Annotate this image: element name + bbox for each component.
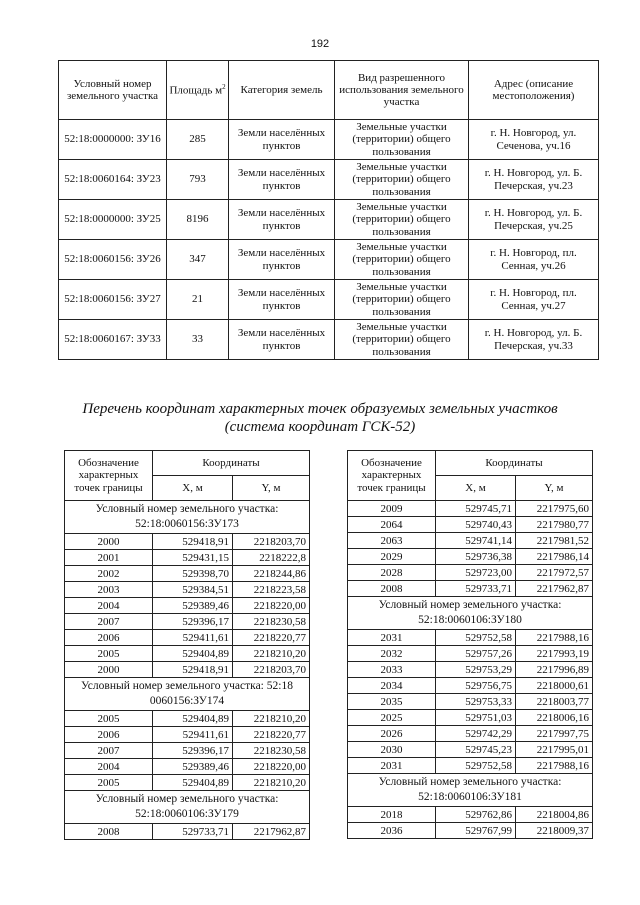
coordinate-row <box>65 662 310 678</box>
cell-x: 529740,43 <box>436 517 516 533</box>
cell-x: 529389,46 <box>153 598 233 614</box>
cell-x: 529756,75 <box>436 678 516 694</box>
cell-land-category: Земли населённых пунктов <box>229 200 335 240</box>
header-x: X, м <box>436 476 516 501</box>
cell-x: 529753,29 <box>436 662 516 678</box>
cell-address: г. Н. Новгород, ул. Б. Печерская, уч.33 <box>469 320 599 360</box>
cell-x: 529745,23 <box>436 742 516 758</box>
cell-point-id: 2006 <box>65 630 153 646</box>
cell-x: 529753,33 <box>436 694 516 710</box>
coordinate-row <box>65 727 310 743</box>
cell-permitted-use: Земельные участки (территории) общего пользования <box>335 280 469 320</box>
cell-permitted-use: Земельные участки (территории) общего пользования <box>335 160 469 200</box>
coordinate-row <box>348 823 593 839</box>
cell-point-id: 2018 <box>348 807 436 823</box>
cell-point-id: 2000 <box>65 662 153 678</box>
cell-x: 529411,61 <box>153 727 233 743</box>
coordinate-row <box>348 533 593 549</box>
coordinate-row <box>348 581 593 597</box>
cell-y: 2217962,87 <box>516 581 593 597</box>
cell-area: 285 <box>167 120 229 160</box>
cell-y: 2218220,77 <box>233 630 310 646</box>
cell-y: 2217988,16 <box>516 758 593 774</box>
coordinate-row <box>348 694 593 710</box>
cell-y: 2217980,77 <box>516 517 593 533</box>
coordinates-title-line1: Перечень координат характерных точек образуемых земельных участков <box>82 401 558 417</box>
cell-area: 793 <box>167 160 229 200</box>
cell-y: 2218004,86 <box>516 807 593 823</box>
cell-address: г. Н. Новгород, ул. Сеченова, уч.16 <box>469 120 599 160</box>
cell-y: 2218220,00 <box>233 598 310 614</box>
cell-point-id: 2028 <box>348 565 436 581</box>
cell-y: 2217988,16 <box>516 630 593 646</box>
cell-x: 529742,29 <box>436 726 516 742</box>
cell-x: 529431,15 <box>153 550 233 566</box>
cell-x: 529398,70 <box>153 566 233 582</box>
cell-x: 529404,89 <box>153 711 233 727</box>
cell-x: 529767,99 <box>436 823 516 839</box>
cell-y: 2218230,58 <box>233 743 310 759</box>
coordinate-row <box>65 646 310 662</box>
cell-land-category: Земли населённых пунктов <box>229 160 335 200</box>
plot-group-row <box>348 774 593 807</box>
cell-y: 2217995,01 <box>516 742 593 758</box>
coordinate-row <box>348 807 593 823</box>
cell-permitted-use: Земельные участки (территории) общего пользования <box>335 240 469 280</box>
cell-y: 2218230,58 <box>233 614 310 630</box>
cell-address: г. Н. Новгород, ул. Б. Печерская, уч.25 <box>469 200 599 240</box>
coordinate-row <box>65 582 310 598</box>
page-number: 192 <box>310 38 330 50</box>
cell-point-id: 2009 <box>348 501 436 517</box>
cell-y: 2218000,61 <box>516 678 593 694</box>
coordinates-table-left <box>64 450 310 840</box>
table-row <box>59 160 599 200</box>
table-row <box>59 200 599 240</box>
cell-x: 529745,71 <box>436 501 516 517</box>
cell-point-id: 2030 <box>348 742 436 758</box>
cell-point-id: 2031 <box>348 630 436 646</box>
header-permitted-use: Вид разрешенного использования земельного участка <box>335 61 469 120</box>
plot-group-row <box>348 597 593 630</box>
header-address: Адрес (описание местоположения) <box>469 61 599 120</box>
plot-group-row <box>65 501 310 534</box>
cell-point-id: 2036 <box>348 823 436 839</box>
coordinate-row <box>348 726 593 742</box>
cell-point-id: 2004 <box>65 598 153 614</box>
coordinate-row <box>65 711 310 727</box>
land-plots-table <box>58 60 599 360</box>
cell-y: 2218220,00 <box>233 759 310 775</box>
cell-x: 529736,38 <box>436 549 516 565</box>
cell-plot-number: 52:18:0000000: ЗУ16 <box>59 120 167 160</box>
cell-land-category: Земли населённых пунктов <box>229 280 335 320</box>
cell-point-id: 2064 <box>348 517 436 533</box>
cell-x: 529418,91 <box>153 662 233 678</box>
cell-x: 529757,26 <box>436 646 516 662</box>
coordinate-row <box>348 630 593 646</box>
coordinate-row <box>348 742 593 758</box>
cell-x: 529733,71 <box>436 581 516 597</box>
cell-plot-number: 52:18:0000000: ЗУ25 <box>59 200 167 240</box>
cell-x: 529752,58 <box>436 758 516 774</box>
coordinate-row <box>348 710 593 726</box>
cell-area: 33 <box>167 320 229 360</box>
cell-x: 529751,03 <box>436 710 516 726</box>
cell-address: г. Н. Новгород, ул. Б. Печерская, уч.23 <box>469 160 599 200</box>
cell-y: 2218223,58 <box>233 582 310 598</box>
coordinate-row <box>65 775 310 791</box>
cell-point-id: 2033 <box>348 662 436 678</box>
table-row <box>59 120 599 160</box>
coordinate-row <box>65 614 310 630</box>
cell-x: 529404,89 <box>153 646 233 662</box>
cell-y: 2217996,89 <box>516 662 593 678</box>
header-area: Площадь $м^2$ <box>167 61 229 120</box>
header-coordinates: Координаты <box>436 451 593 476</box>
cell-y: 2218009,37 <box>516 823 593 839</box>
coordinates-table-right <box>347 450 593 839</box>
coordinate-row <box>65 566 310 582</box>
cell-plot-number: 52:18:0060156: ЗУ26 <box>59 240 167 280</box>
cell-area: 8196 <box>167 200 229 240</box>
plot-group-label: Условный номер земельного участка: 52:18:0060106:ЗУ179 <box>65 791 310 824</box>
cell-area: 347 <box>167 240 229 280</box>
cell-point-id: 2063 <box>348 533 436 549</box>
header-point-designation: Обозначение характерных точек границы <box>348 451 436 501</box>
cell-point-id: 2007 <box>65 743 153 759</box>
cell-point-id: 2005 <box>65 775 153 791</box>
cell-x: 529384,51 <box>153 582 233 598</box>
cell-point-id: 2035 <box>348 694 436 710</box>
cell-y: 2218210,20 <box>233 711 310 727</box>
cell-x: 529418,91 <box>153 534 233 550</box>
cell-x: 529404,89 <box>153 775 233 791</box>
cell-permitted-use: Земельные участки (территории) общего пользования <box>335 120 469 160</box>
coordinate-row <box>348 662 593 678</box>
plot-group-label: Условный номер земельного участка: 52:18 0060156:ЗУ174 <box>65 678 310 711</box>
cell-x: 529733,71 <box>153 824 233 840</box>
cell-point-id: 2006 <box>65 727 153 743</box>
cell-address: г. Н. Новгород, пл. Сенная, уч.27 <box>469 280 599 320</box>
cell-point-id: 2005 <box>65 646 153 662</box>
plot-group-row <box>65 791 310 824</box>
cell-x: 529389,46 <box>153 759 233 775</box>
table-row <box>59 240 599 280</box>
header-coordinates: Координаты <box>153 451 310 476</box>
cell-plot-number: 52:18:0060156: ЗУ27 <box>59 280 167 320</box>
cell-point-id: 2029 <box>348 549 436 565</box>
cell-y: 2218203,70 <box>233 534 310 550</box>
area-unit-superscript: 2 <box>222 82 226 91</box>
cell-y: 2217997,75 <box>516 726 593 742</box>
cell-point-id: 2004 <box>65 759 153 775</box>
header-y: Y, м <box>516 476 593 501</box>
coordinate-row <box>65 630 310 646</box>
cell-point-id: 2003 <box>65 582 153 598</box>
cell-x: 529762,86 <box>436 807 516 823</box>
plot-group-label: Условный номер земельного участка: 52:18:0060156:ЗУ173 <box>65 501 310 534</box>
table-row <box>59 280 599 320</box>
cell-point-id: 2008 <box>65 824 153 840</box>
cell-land-category: Земли населённых пунктов <box>229 240 335 280</box>
cell-plot-number: 52:18:0060164: ЗУ23 <box>59 160 167 200</box>
cell-point-id: 2034 <box>348 678 436 694</box>
cell-x: 529411,61 <box>153 630 233 646</box>
table-row <box>59 320 599 360</box>
cell-point-id: 2001 <box>65 550 153 566</box>
cell-point-id: 2005 <box>65 711 153 727</box>
cell-point-id: 2026 <box>348 726 436 742</box>
coordinates-title-line2: (система координат ГСК-52) <box>224 419 416 435</box>
cell-point-id: 2025 <box>348 710 436 726</box>
cell-x: 529723,00 <box>436 565 516 581</box>
cell-y: 2217981,52 <box>516 533 593 549</box>
land-plots-header-row <box>59 61 599 120</box>
cell-x: 529396,17 <box>153 743 233 759</box>
cell-y: 2218203,70 <box>233 662 310 678</box>
cell-land-category: Земли населённых пунктов <box>229 120 335 160</box>
header-plot-number: Условный номер земельного участка <box>59 61 167 120</box>
cell-y: 2218222,8 <box>233 550 310 566</box>
coordinate-row <box>65 743 310 759</box>
cell-y: 2218220,77 <box>233 727 310 743</box>
cell-y: 2217986,14 <box>516 549 593 565</box>
cell-permitted-use: Земельные участки (территории) общего пользования <box>335 320 469 360</box>
cell-plot-number: 52:18:0060167: ЗУ33 <box>59 320 167 360</box>
cell-y: 2218210,20 <box>233 775 310 791</box>
cell-y: 2217962,87 <box>233 824 310 840</box>
cell-point-id: 2032 <box>348 646 436 662</box>
cell-y: 2217993,19 <box>516 646 593 662</box>
cell-area: 21 <box>167 280 229 320</box>
cell-permitted-use: Земельные участки (территории) общего пользования <box>335 200 469 240</box>
cell-land-category: Земли населённых пунктов <box>229 320 335 360</box>
cell-point-id: 2031 <box>348 758 436 774</box>
cell-y: 2218244,86 <box>233 566 310 582</box>
coordinate-row <box>348 565 593 581</box>
header-land-category: Категория земель <box>229 61 335 120</box>
header-y: Y, м <box>233 476 310 501</box>
coordinate-row <box>348 678 593 694</box>
cell-x: 529752,58 <box>436 630 516 646</box>
cell-y: 2218003,77 <box>516 694 593 710</box>
cell-x: 529741,14 <box>436 533 516 549</box>
plot-group-row <box>65 678 310 711</box>
coordinate-row <box>348 758 593 774</box>
coordinate-row <box>65 598 310 614</box>
cell-point-id: 2007 <box>65 614 153 630</box>
cell-point-id: 2002 <box>65 566 153 582</box>
plot-group-label: Условный номер земельного участка: 52:18:0060106:ЗУ181 <box>348 774 593 807</box>
coordinate-row <box>348 517 593 533</box>
header-x: X, м <box>153 476 233 501</box>
coordinate-row <box>348 549 593 565</box>
cell-y: 2217972,57 <box>516 565 593 581</box>
cell-y: 2218210,20 <box>233 646 310 662</box>
plot-group-label: Условный номер земельного участка: 52:18:0060106:ЗУ180 <box>348 597 593 630</box>
coordinate-row <box>65 550 310 566</box>
cell-point-id: 2000 <box>65 534 153 550</box>
coordinate-row <box>65 759 310 775</box>
coordinate-row <box>65 534 310 550</box>
cell-address: г. Н. Новгород, пл. Сенная, уч.26 <box>469 240 599 280</box>
header-point-designation: Обозначение характерных точек границы <box>65 451 153 501</box>
cell-point-id: 2008 <box>348 581 436 597</box>
coordinate-row <box>348 501 593 517</box>
cell-y: 2218006,16 <box>516 710 593 726</box>
cell-y: 2217975,60 <box>516 501 593 517</box>
coordinate-row <box>65 824 310 840</box>
coordinate-row <box>348 646 593 662</box>
cell-x: 529396,17 <box>153 614 233 630</box>
